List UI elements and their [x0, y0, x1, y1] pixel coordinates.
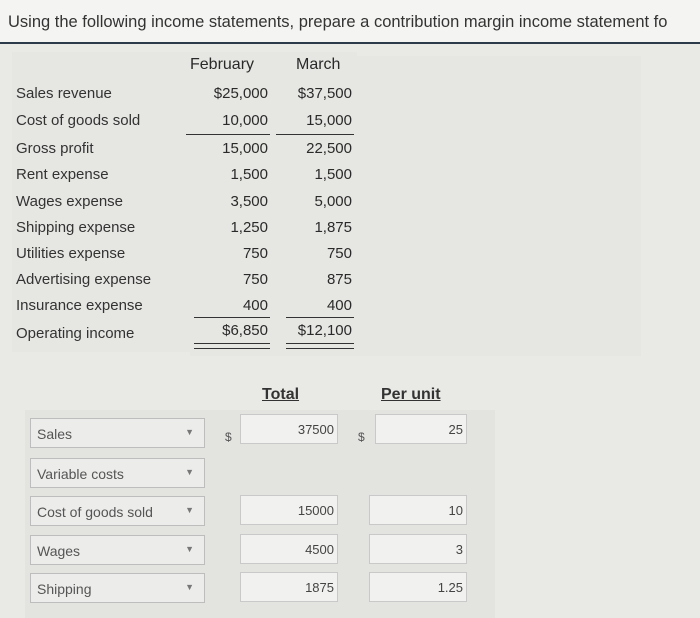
cogs-total-value: 15000	[297, 503, 334, 518]
mar-value: 15,000	[306, 112, 352, 129]
mar-value: 5,000	[314, 193, 352, 210]
shipping-total-input[interactable]	[240, 572, 338, 602]
sales-per-unit-value: 25	[448, 422, 463, 437]
row-label: Sales revenue	[16, 85, 112, 102]
per-unit-column-header: Per unit	[381, 386, 441, 403]
feb-value: 1,500	[230, 166, 268, 183]
mar-value: 750	[326, 245, 352, 262]
mar-value: $37,500	[297, 85, 352, 102]
mar-value: 1,875	[314, 219, 352, 236]
feb-value: 750	[242, 245, 268, 262]
row-label: Operating income	[16, 325, 135, 342]
row-label: Insurance expense	[16, 297, 143, 314]
subtotal-rule	[276, 134, 354, 135]
sales-total-value: 37500	[297, 422, 334, 437]
variable-costs-select[interactable]	[30, 458, 205, 488]
feb-value: 1,250	[230, 219, 268, 236]
sales-total-input[interactable]	[240, 414, 338, 444]
shipping-per-unit-value: 1.25	[437, 580, 463, 595]
total-column-header: Total	[262, 386, 300, 403]
dropdown-arrow-icon: ▼	[185, 505, 194, 515]
dropdown-arrow-icon: ▼	[185, 427, 194, 437]
total-double-rule	[194, 343, 270, 349]
subtotal-rule	[194, 317, 270, 318]
row-label: Wages expense	[16, 193, 124, 210]
row-label: Shipping expense	[16, 219, 136, 236]
mar-value: 22,500	[306, 140, 352, 157]
row-label: Utilities expense	[16, 245, 126, 262]
mar-value: 400	[326, 297, 352, 314]
dropdown-arrow-icon: ▼	[185, 544, 194, 554]
mar-value: 1,500	[314, 166, 352, 183]
feb-value: 10,000	[222, 112, 268, 129]
sales-per-unit-input[interactable]	[375, 414, 467, 444]
feb-value: $25,000	[213, 85, 268, 102]
dropdown-arrow-icon: ▼	[185, 467, 194, 477]
cogs-select-value: Cost of goods sold	[37, 504, 153, 520]
shipping-select-value: Shipping	[37, 581, 92, 597]
cogs-per-unit-value: 10	[448, 503, 463, 518]
mar-value: 875	[326, 271, 352, 288]
shipping-select[interactable]	[30, 573, 205, 603]
wages-select[interactable]	[30, 535, 205, 565]
instruction-text: Using the following income statements, prepare a contribution margin income statement fo	[8, 13, 668, 31]
feb-value: $6,850	[222, 322, 268, 339]
dollar-sign: $	[358, 430, 365, 444]
variable-costs-select-value: Variable costs	[37, 466, 124, 482]
cogs-per-unit-input[interactable]	[369, 495, 467, 525]
subtotal-rule	[286, 317, 354, 318]
column-header-march: March	[296, 56, 641, 356]
row-label: Rent expense	[16, 166, 109, 183]
wages-per-unit-value: 3	[455, 542, 463, 557]
total-double-rule	[286, 343, 354, 349]
row-label: Advertising expense	[16, 271, 152, 288]
sales-select[interactable]	[30, 418, 205, 448]
row-label: Gross profit	[16, 140, 94, 157]
wages-total-input[interactable]	[240, 534, 338, 564]
feb-value: 15,000	[222, 140, 268, 157]
wages-per-unit-input[interactable]	[369, 534, 467, 564]
sales-select-value: Sales	[37, 426, 73, 442]
feb-value: 3,500	[230, 193, 268, 210]
shipping-total-value: 1875	[305, 580, 334, 595]
cogs-total-input[interactable]	[240, 495, 338, 525]
question-header	[0, 0, 700, 44]
row-label: Cost of goods sold	[16, 112, 141, 129]
cogs-select[interactable]	[30, 496, 205, 526]
subtotal-rule	[186, 134, 270, 135]
dropdown-arrow-icon: ▼	[185, 582, 194, 592]
mar-value: $12,100	[297, 322, 352, 339]
dollar-sign: $	[225, 430, 232, 444]
shipping-per-unit-input[interactable]	[369, 572, 467, 602]
wages-select-value: Wages	[37, 543, 81, 559]
wages-total-value: 4500	[305, 542, 334, 557]
column-header-february: February	[190, 56, 535, 356]
feb-value: 400	[242, 297, 268, 314]
feb-value: 750	[242, 271, 268, 288]
